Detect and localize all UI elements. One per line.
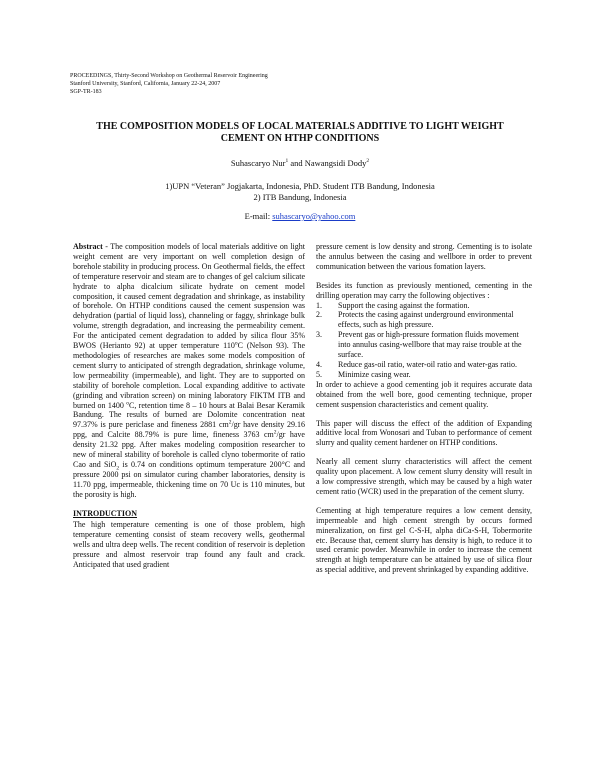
email-link[interactable]: suhascaryo@yahoo.com bbox=[272, 211, 356, 221]
list-number: 1. bbox=[316, 300, 322, 310]
intro-paragraph-7: Cementing at high temperature requires a low cement density, impermeable and high cement strength by occurs formed mineralization, on first gel C-S-H, alpha diCa-S-H, Tobermorite etc. Because that, cement slurry has density is high, to reduce it to used ceramic powder. Meanwhile in order to increase the cement strength at high temperature can be attained by use of silica flour as special additive, and prevent shrinkaged by expanding additive. bbox=[316, 505, 532, 575]
abstract-text: C (Nelson 93). The methodologies of researches are makes some models composition of cement slurry to anticipated of strength degradation, shrinkage volume, low permeability (impermeable), and light. They are to supported on stability of borehole completion. Local expanding additive to activate (grinding and vibration screen) on mining laboratory FIKTM ITB and burned on 1400 bbox=[73, 341, 305, 410]
abstract-paragraph bbox=[73, 242, 305, 500]
list-text: Protects the casing against underground environmental effects, such as high pressure. bbox=[338, 310, 514, 330]
abstract-text: - The composition models of local materials additive on light weight cement are very important on well completion design of borehole stability in producing process. On Geothermal fields, the effect of temperature reservoir and steam are to changes of gel calcium silicate hydrate to alpha dicalcium silicate hydrate on cement model composition, it caused cement degradation and shrinkage, as instability of borehole. On HTHP conditions caused the cement suspension was dehydration (partial of liquid loss), channeling or faggy, shrinkage bulk volume, strength degradation, and increasing the permeability cement. For the anticipated cement degradation to added by silica flour 35% BWOS (Herianto 92) at upper temperature 110 bbox=[73, 242, 305, 351]
abstract-text: is 0.74 on conditions optimum temperature 200°C and pressure 2000 psi on simulator curing chamber laboratories, density is 11.70 ppg, impermeable, thickening time on 70 Uc is 110 minutes, but the porosity is high. bbox=[73, 459, 305, 499]
intro-paragraph-3: Besides its function as previously mentioned, cementing in the drilling operation may carry the following objectives : bbox=[316, 280, 532, 300]
proceedings-header bbox=[70, 72, 268, 96]
author-name: Suhascaryo Nur bbox=[230, 158, 286, 168]
introduction-heading: INTRODUCTION bbox=[73, 508, 138, 518]
coauthor-affil-marker: 2 bbox=[366, 158, 370, 165]
proceedings-line: PROCEEDINGS, Thirty-Second Workshop on Geothermal Reservoir Engineering bbox=[70, 73, 268, 79]
objectives-list bbox=[316, 301, 532, 380]
email-label: E-mail: bbox=[244, 211, 273, 221]
university-line: Stanford University, Stanford, California, January 22-24, 2007 bbox=[70, 81, 221, 87]
list-item bbox=[316, 301, 532, 311]
list-number: 3. bbox=[316, 330, 322, 340]
superscript: 2 bbox=[273, 429, 277, 436]
intro-paragraph-5: This paper will discuss the effect of the addition of Expanding additive local from Wonosari and Tuban to performance of cement slurry and quality cement hardener on HTHP conditions. bbox=[316, 418, 532, 448]
intro-paragraph-6: Nearly all cement slurry characteristics will affect the cement quality upon placement. A low cement slurry density will result in a low compressive strength, which may be caused by a high water cement ratio (WCR) used in the preparation of the cement slurry. bbox=[316, 457, 532, 496]
degree-marker: o bbox=[234, 340, 238, 347]
list-text: Minimize casing wear. bbox=[338, 369, 411, 379]
paper-title: THE COMPOSITION MODELS OF LOCAL MATERIALS ADDITIVE TO LIGHT WEIGHT CEMENT ON HTHP CONDITIONS bbox=[96, 121, 504, 144]
intro-paragraph-2: pressure cement is low density and strong. Cementing is to isolate the annulus between the casing and wellbore in order to prevent communication between the various fomation layers. bbox=[316, 242, 532, 271]
right-column bbox=[316, 242, 532, 575]
intro-paragraph-1: The high temperature cementing is one of those problem, high temperature cementing consist of steam recovery wells, geothermal wells and ultra deep wells. The recent condition of reservoir is depletion pressure and almost reservoir trap found any fault and crack. Anticipated that used gradient bbox=[73, 520, 305, 570]
coauthor-name: and Nawangsidi Dody bbox=[288, 158, 367, 168]
intro-paragraph-4: In order to achieve a good cementing job it requires accurate data obtained from the well bore, good cementing technique, proper cement suspension characteristics and cement quality. bbox=[316, 379, 532, 409]
author-line bbox=[0, 158, 600, 168]
list-number: 4. bbox=[316, 359, 322, 369]
left-column bbox=[73, 242, 305, 570]
abstract-text: /gr have density 21.32 ppg. After makes modeling composition researcher to new of mineral stability of borehole is called clyno tobermorite of ratio Cao and SiO bbox=[73, 430, 305, 469]
list-item bbox=[316, 310, 532, 330]
affiliation-2: 2) ITB Bandung, Indonesia bbox=[253, 192, 347, 202]
affiliations bbox=[0, 181, 600, 203]
email-line bbox=[0, 211, 600, 221]
author-affil-marker: 1 bbox=[285, 158, 289, 165]
superscript: 2 bbox=[228, 419, 232, 426]
abstract-label: Abstract bbox=[73, 242, 103, 251]
list-item bbox=[316, 360, 532, 370]
affiliation-1: 1)UPN “Veteran” Jogjakarta, Indonesia, PhD. Student ITB Bandung, Indonesia bbox=[165, 181, 435, 191]
report-number: SGP-TR-183 bbox=[70, 89, 102, 95]
list-item bbox=[316, 370, 532, 380]
list-number: 2. bbox=[316, 310, 322, 320]
list-text: Support the casing against the formation. bbox=[338, 300, 470, 310]
abstract-text: /gr have density 29.16 ppg, and Calcite 88.79% is pure lime, fineness 3763 cm bbox=[73, 420, 305, 440]
subscript: 2 bbox=[116, 465, 120, 472]
list-number: 5. bbox=[316, 369, 322, 379]
list-text: Prevent gas or high-pressure formation fluids movement into annulus casing-wellbore that may raise trouble at the surface. bbox=[338, 330, 522, 360]
abstract-text: C, retention time 8 – 10 hours at Balai Besar Keramik Bandung. The results of burned are Dolomite concentration neat 97.37% is pure periclase and fineness 2881 cm bbox=[73, 400, 305, 430]
list-text: Reduce gas-oil ratio, water-oil ratio and water-gas ratio. bbox=[338, 359, 517, 369]
degree-marker: o bbox=[126, 399, 129, 406]
list-item bbox=[316, 330, 532, 360]
